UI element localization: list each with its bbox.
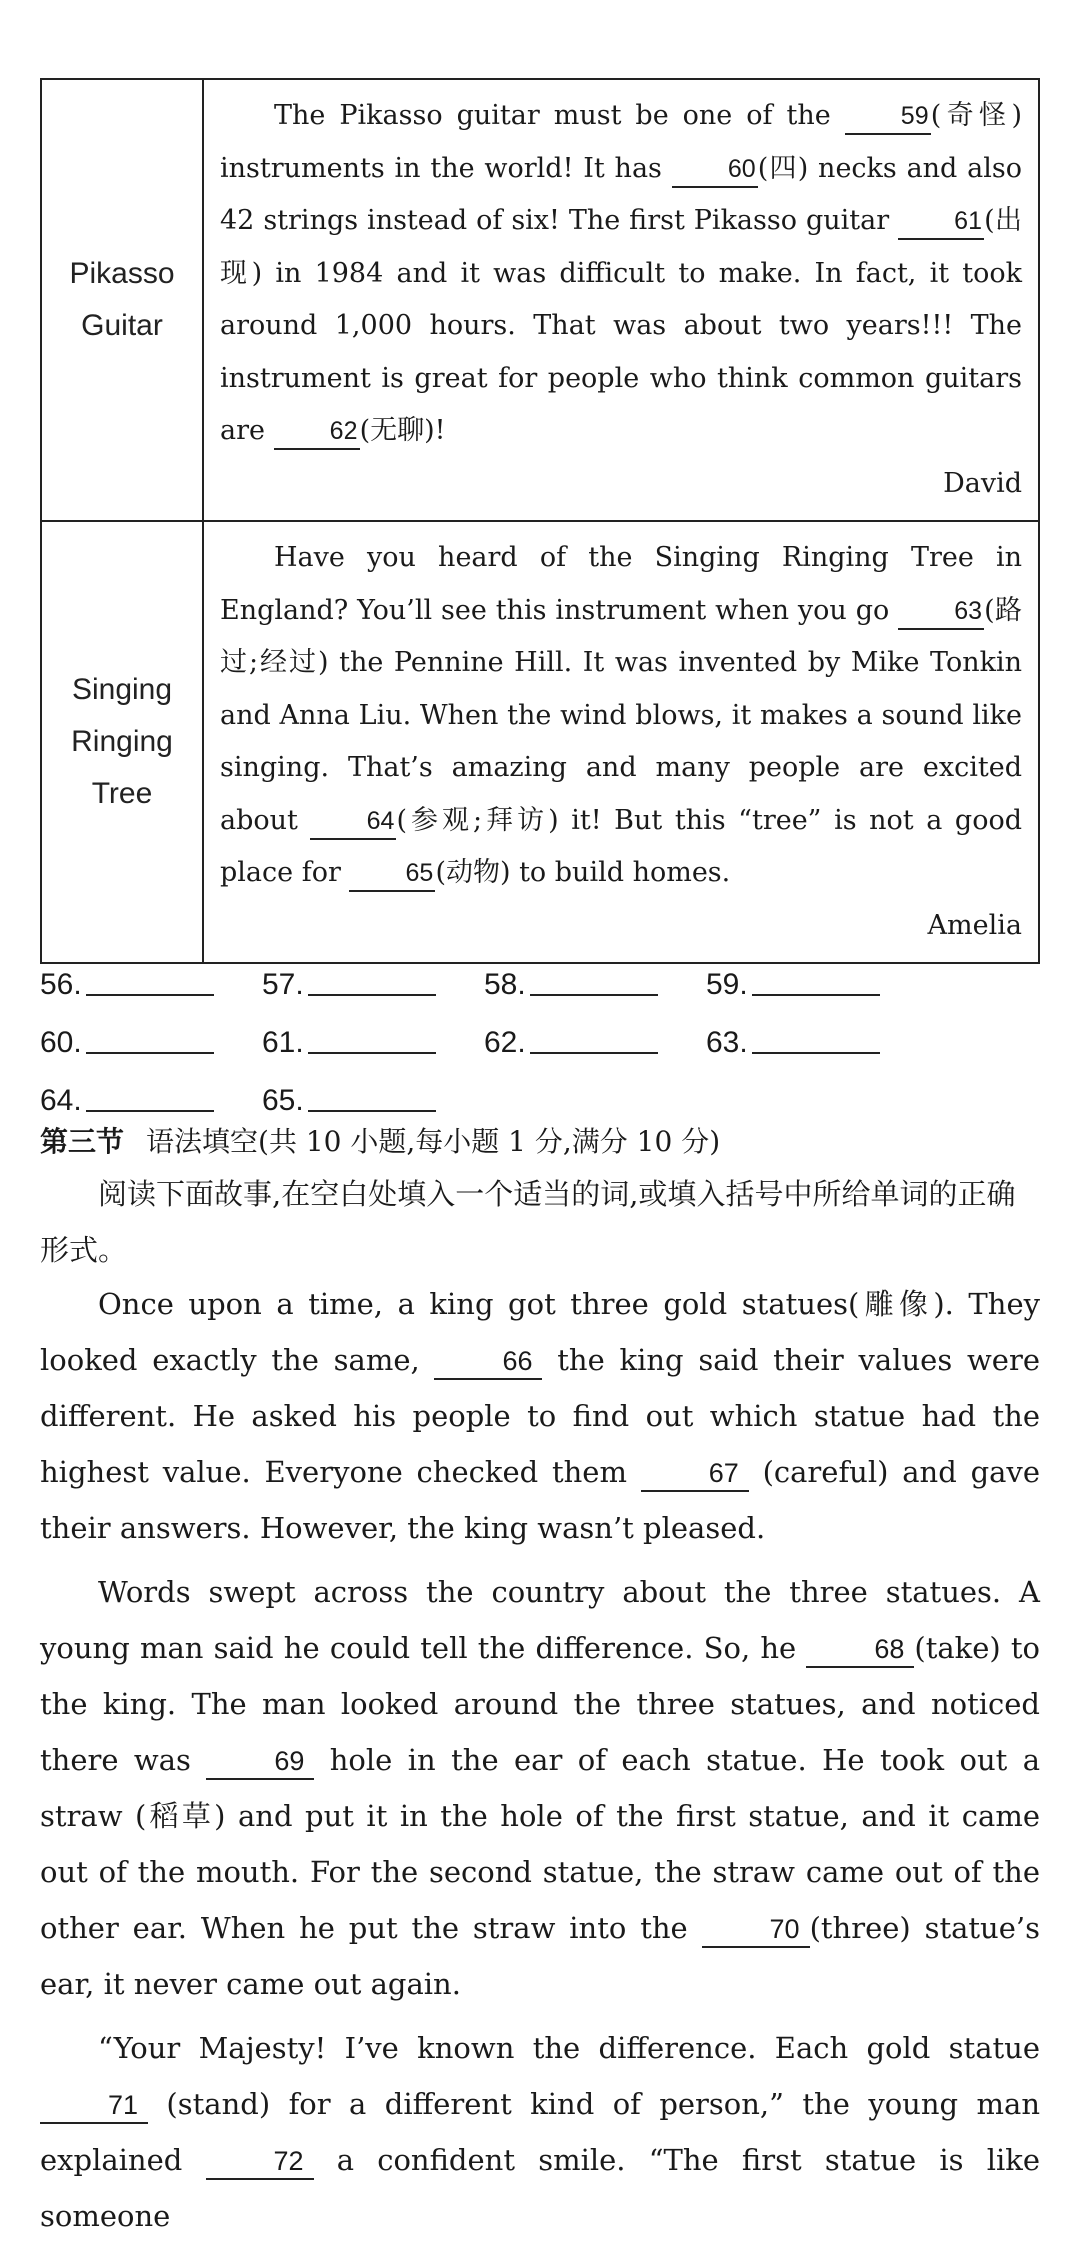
fill-blank[interactable]: 64 <box>310 804 396 840</box>
passage-text: Once upon a time, a king got three gold statues(雕像). They looked exactly the same, <box>40 1287 1040 1377</box>
answer-blank[interactable] <box>40 968 262 1002</box>
story-passage <box>40 1276 1040 2252</box>
answer-row <box>40 1002 1040 1060</box>
passage-text: (出现) in 1984 and it was difficult to make. In fact, it took around 1,000 hours. That was about two years!!! The instrument is great for people who think common guitars are <box>220 205 1022 446</box>
answer-number: 60. <box>40 1026 82 1059</box>
answer-line[interactable] <box>752 1050 880 1054</box>
answer-blanks <box>40 944 1040 1118</box>
answer-blank[interactable] <box>262 968 484 1002</box>
fill-blank[interactable]: 70 <box>702 1912 810 1948</box>
instrument-name-line: Guitar <box>81 309 163 342</box>
answer-line[interactable] <box>308 1108 436 1112</box>
instrument-name-line: Ringing <box>71 725 173 758</box>
story-paragraph <box>40 1564 1040 2012</box>
table-row <box>41 521 1039 963</box>
instrument-name-line: Pikasso <box>69 257 175 290</box>
passage-text: (参观;拜访) it! But this “tree” is not a good place for <box>220 804 1022 888</box>
answer-blank[interactable] <box>706 1026 928 1060</box>
section-subtitle: 语法填空(共 10 小题,每小题 1 分,满分 10 分) <box>146 1125 721 1158</box>
answer-number: 56. <box>40 968 82 1001</box>
section-instruction: 阅读下面故事,在空白处填入一个适当的词,或填入括号中所给单词的正确形式。 <box>40 1177 1016 1267</box>
answer-blank[interactable] <box>262 1026 484 1060</box>
answer-blank[interactable] <box>706 968 928 1002</box>
answer-number: 61. <box>262 1026 304 1059</box>
author-signature: David <box>943 467 1022 499</box>
instrument-name-line: Singing <box>71 673 173 706</box>
answer-row <box>40 944 1040 1002</box>
fill-blank[interactable]: 63 <box>898 594 984 630</box>
passage-text: (three) statue’s ear, it never came out again. <box>40 1911 1040 2001</box>
description-paragraph <box>220 90 1022 458</box>
answer-line[interactable] <box>530 992 658 996</box>
passage-text: hole in the ear of each statue. He took out a straw (稻草) and put it in the hole of the first statue, and it came out of the mouth. For the second statue, the straw came out of the other ear. When he put the straw into the <box>40 1743 1040 1945</box>
fill-blank[interactable]: 62 <box>274 414 360 450</box>
table-row <box>41 79 1039 521</box>
passage-text: Words swept across the country about the three statues. A young man said he could tell the difference. So, he <box>40 1575 1040 1665</box>
fill-blank[interactable]: 69 <box>206 1744 314 1780</box>
fill-blank[interactable]: 67 <box>641 1456 749 1492</box>
answer-line[interactable] <box>86 992 214 996</box>
fill-blank[interactable]: 59 <box>845 99 931 135</box>
answer-number: 63. <box>706 1026 748 1059</box>
passage-text: The Pikasso guitar must be one of the <box>274 100 845 131</box>
description-cell <box>203 521 1039 963</box>
answer-line[interactable] <box>308 992 436 996</box>
answer-line[interactable] <box>530 1050 658 1054</box>
instrument-name-cell <box>41 521 203 963</box>
instrument-name-line: Tree <box>91 777 153 810</box>
fill-blank[interactable]: 71 <box>40 2088 148 2124</box>
story-paragraph <box>40 1276 1040 1556</box>
fill-blank[interactable]: 65 <box>349 856 435 892</box>
passage-text: a confident smile. “The first statue is like someone <box>40 2143 1041 2233</box>
answer-line[interactable] <box>308 1050 436 1054</box>
answer-number: 57. <box>262 968 304 1001</box>
answer-number: 62. <box>484 1026 526 1059</box>
description-paragraph <box>220 532 1022 900</box>
passage-text: (take) to the king. The man looked around the three statues, and noticed there was <box>40 1631 1041 1777</box>
instrument-name-cell <box>41 79 203 521</box>
fill-blank[interactable]: 66 <box>434 1344 542 1380</box>
answer-blank[interactable] <box>484 1026 706 1060</box>
author-signature: Amelia <box>927 909 1022 941</box>
answer-line[interactable] <box>86 1050 214 1054</box>
story-paragraph <box>40 2020 1040 2244</box>
fill-blank[interactable]: 60 <box>672 152 758 188</box>
answer-number: 65. <box>262 1084 304 1117</box>
passage-text: Have you heard of the Singing Ringing Tree in England? You’ll see this instrument when you go <box>220 542 1022 626</box>
fill-blank[interactable]: 68 <box>806 1632 914 1668</box>
answer-blank[interactable] <box>262 1084 484 1118</box>
passage-text: the king said their values were different. He asked his people to find out which statue had the highest value. Everyone checked them <box>40 1343 1040 1489</box>
reading-table <box>40 78 1040 964</box>
section-title <box>40 1118 1040 1166</box>
passage-text: (四) necks and also 42 strings instead of six! The first Pikasso guitar <box>220 152 1022 236</box>
answer-row <box>40 1060 1040 1118</box>
section-heading: 第三节 <box>40 1125 125 1158</box>
description-cell <box>203 79 1039 521</box>
passage-text: “Your Majesty! I’ve known the difference. Each gold statue <box>98 2031 1040 2065</box>
passage-text: (路过;经过) the Pennine Hill. It was invented by Mike Tonkin and Anna Liu. When the wind blows, it makes a sound like singing. That’s amazing and many people are excited about <box>220 594 1022 836</box>
answer-blank[interactable] <box>484 968 706 1002</box>
answer-line[interactable] <box>752 992 880 996</box>
passage-text: (动物) to build homes. <box>435 857 731 888</box>
passage-text: (careful) and gave their answers. However, the king wasn’t pleased. <box>40 1455 1040 1545</box>
answer-blank[interactable] <box>40 1026 262 1060</box>
fill-blank[interactable]: 61 <box>898 204 984 240</box>
passage-text: (stand) for a different kind of person,” the young man explained <box>40 2087 1040 2177</box>
passage-text: (奇怪) instruments in the world! It has <box>220 100 1022 184</box>
answer-number: 64. <box>40 1084 82 1117</box>
answer-number: 58. <box>484 968 526 1001</box>
fill-blank[interactable]: 72 <box>206 2144 314 2180</box>
answer-line[interactable] <box>86 1108 214 1112</box>
answer-number: 59. <box>706 968 748 1001</box>
answer-blank[interactable] <box>40 1084 262 1118</box>
passage-text: (无聊)! <box>359 415 446 446</box>
